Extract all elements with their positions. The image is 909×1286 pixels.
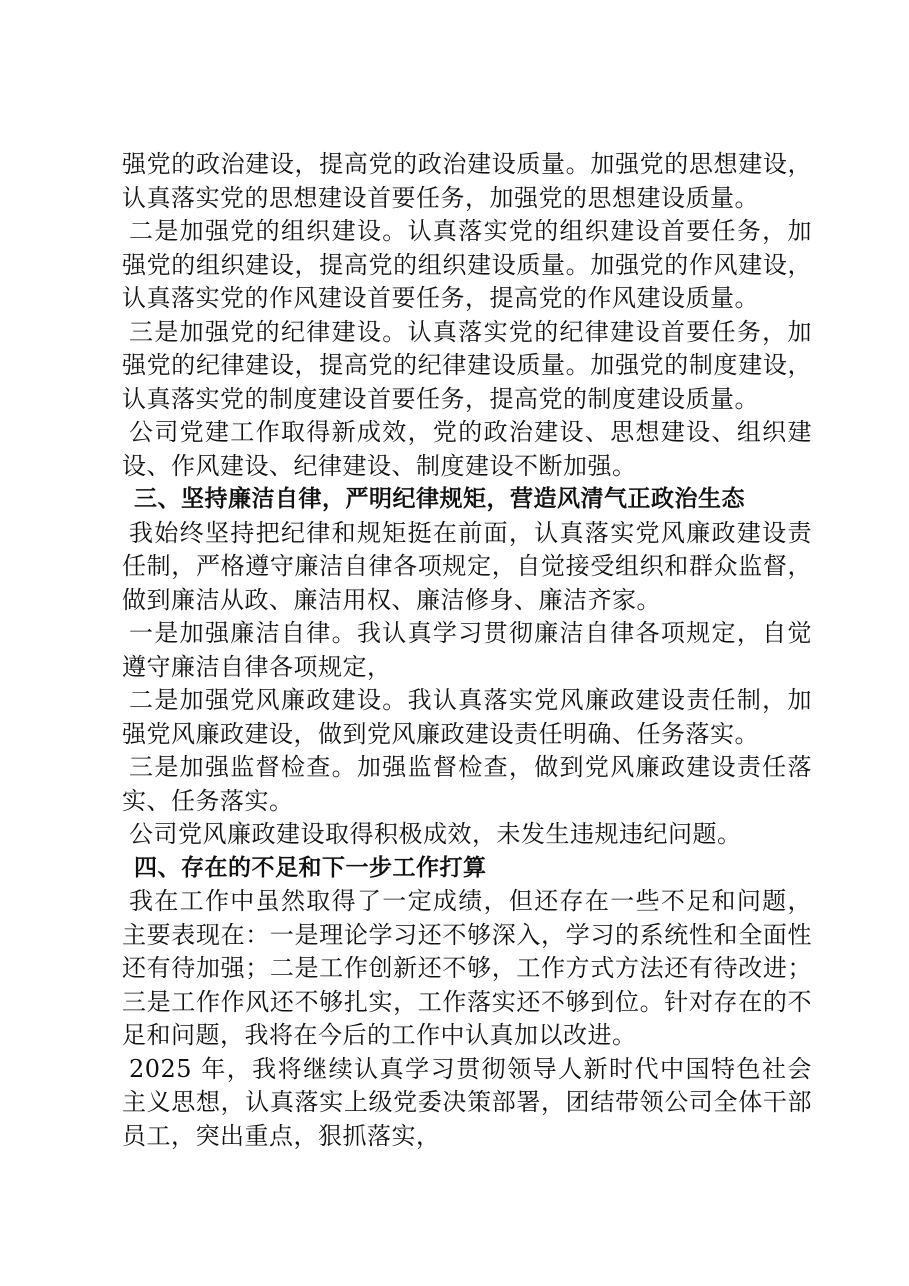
paragraph: 二是加强党风廉政建设。我认真落实党风廉政建设责任制，加强党风廉政建设，做到党风廉政建设责任明确、任务落实。 (122, 686, 812, 748)
paragraph: 二是加强党的组织建设。认真落实党的组织建设首要任务，加强党的组织建设，提高党的组织建设质量。加强党的作风建设，认真落实党的作风建设首要任务，提高党的作风建设质量。 (122, 217, 812, 312)
paragraph: 强党的政治建设，提高党的政治建设质量。加强党的思想建设，认真落实党的思想建设首要任务，加强党的思想建设质量。 (122, 150, 812, 212)
paragraph: 2025 年，我将继续认真学习贯彻领导人新时代中国特色社会主义思想，认真落实上级党委决策部署，团结带领公司全体干部员工，突出重点，狠抓落实， (122, 1054, 812, 1150)
section-heading: 四、存在的不足和下一步工作打算 (134, 854, 487, 881)
paragraph: 我始终坚持把纪律和规矩挺在前面，认真落实党风廉政建设责任制，严格遵守廉洁自律各项规定，自觉接受组织和群众监督，做到廉洁从政、廉洁用权、廉洁修身、廉洁齐家。 (122, 518, 812, 614)
paragraph: 公司党风廉政建设取得积极成效，未发生违规违纪问题。 (129, 820, 742, 848)
paragraph: 三是加强党的纪律建设。认真落实党的纪律建设首要任务，加强党的纪律建设，提高党的纪律建设质量。加强党的制度建设，认真落实党的制度建设首要任务，提高党的制度建设质量。 (122, 317, 812, 413)
paragraph: 公司党建工作取得新成效，党的政治建设、思想建设、组织建设、作风建设、纪律建设、制度建设不断加强。 (122, 418, 812, 480)
paragraph: 我在工作中虽然取得了一定成绩，但还存在一些不足和问题，主要表现在：一是理论学习还不够深入，学习的系统性和全面性还有待加强；二是工作创新还不够，工作方式方法还有待改进；三是工作作风还不够扎实，工作落实还不够到位。针对存在的不足和问题，我将在今后的工作中认真加以改进。 (122, 887, 812, 1049)
paragraph: 三是加强监督检查。加强监督检查，做到党风廉政建设责任落实、任务落实。 (122, 753, 812, 815)
section-heading: 三、坚持廉洁自律，严明纪律规矩，营造风清气正政治生态 (134, 486, 745, 512)
document-body (122, 148, 812, 1153)
paragraph: 一是加强廉洁自律。我认真学习贯彻廉洁自律各项规定，自觉遵守廉洁自律各项规定， (122, 619, 812, 681)
